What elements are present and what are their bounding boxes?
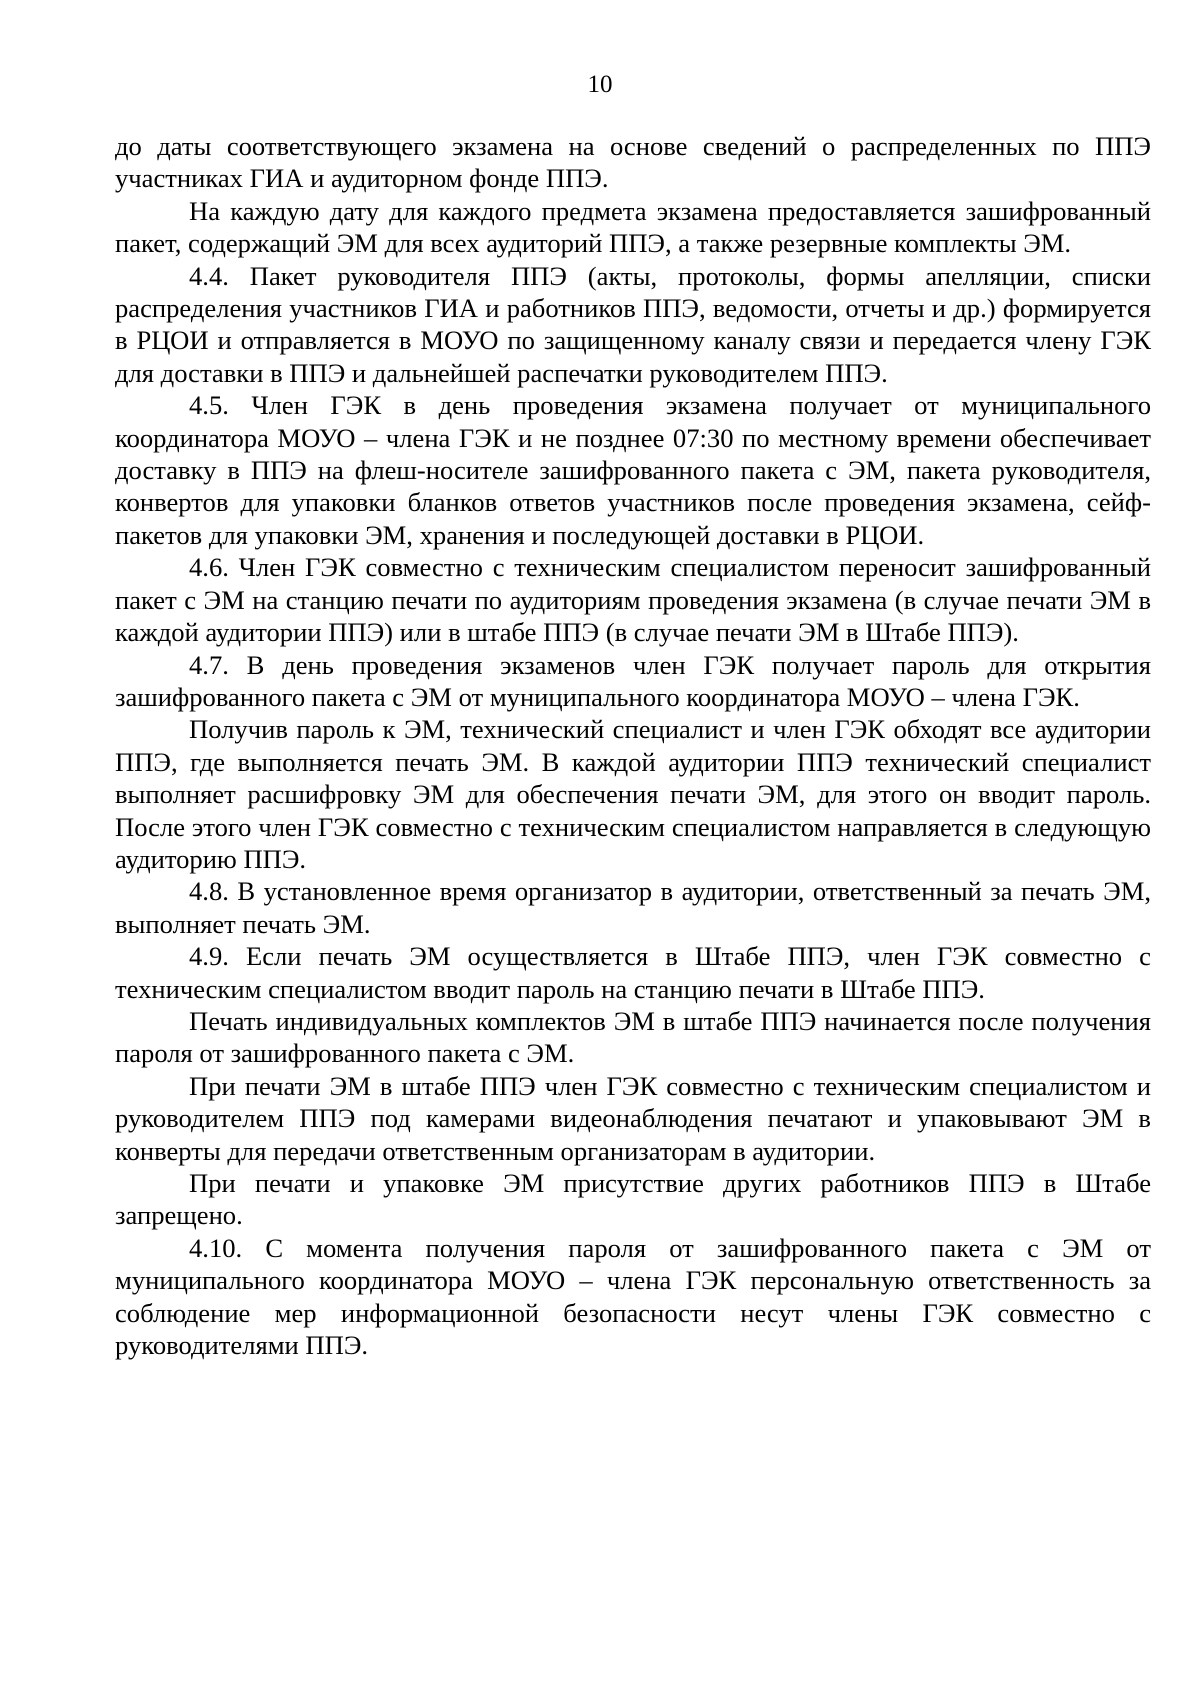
paragraph-4-8: 4.8. В установленное время организатор в аудитории, ответственный за печать ЭМ, выполняет печать ЭМ. — [115, 876, 1151, 939]
paragraph-4-5: 4.5. Член ГЭК в день проведения экзамена получает от муниципального координатора МОУО – члена ГЭК и не позднее 07:30 по местному времени обеспечивает доставку в ППЭ на флеш-носителе зашифрованного пакета с ЭМ, пакета руководителя, конвертов для упаковки бланков ответов участников после проведения экзамена, сейф-пакетов для упаковки ЭМ, хранения и последующей доставки в РЦОИ. — [115, 390, 1151, 550]
paragraph-encrypted-package: На каждую дату для каждого предмета экзамена предоставляется зашифрованный пакет, содержащий ЭМ для всех аудиторий ППЭ, а также резервные комплекты ЭМ. — [115, 195, 1151, 259]
paragraph-4-9: 4.9. Если печать ЭМ осуществляется в Штабе ППЭ, член ГЭК совместно с техническим специалистом вводит пароль на станцию печати в Штабе ППЭ. — [115, 941, 1151, 1004]
paragraph-4-7: 4.7. В день проведения экзаменов член ГЭК получает пароль для открытия зашифрованного пакета с ЭМ от муниципального координатора МОУО – члена ГЭК. — [115, 649, 1151, 712]
document-body — [115, 130, 1151, 1361]
paragraph-continuation: до даты соответствующего экзамена на основе сведений о распределенных по ППЭ участниках ГИА и аудиторном фонде ППЭ. — [115, 131, 1151, 194]
paragraph-4-4: 4.4. Пакет руководителя ППЭ (акты, протоколы, формы апелляции, списки распределения участников ГИА и работников ППЭ, ведомости, отчеты и др.) формируется в РЦОИ и отправляется в МОУО по защищенному каналу связи и передается члену ГЭК для доставки в ППЭ и дальнейшей распечатки руководителем ППЭ. — [115, 260, 1151, 388]
paragraph-hq-printing: При печати ЭМ в штабе ППЭ член ГЭК совместно с техническим специалистом и руководителем ППЭ под камерами видеонаблюдения печатают и упаковывают ЭМ в конверты для передачи ответственным организаторам в аудитории. — [115, 1070, 1151, 1166]
page-number: 10 — [587, 71, 613, 98]
paragraph-4-6: 4.6. Член ГЭК совместно с техническим специалистом переносит зашифрованный пакет с ЭМ на станцию печати по аудиториям проведения экзамена (в случае печати ЭМ в каждой аудитории ППЭ) или в штабе ППЭ (в случае печати ЭМ в Штабе ППЭ). — [115, 552, 1151, 648]
paragraph-password-decryption: Получив пароль к ЭМ, технический специалист и член ГЭК обходят все аудитории ППЭ, где выполняется печать ЭМ. В каждой аудитории ППЭ технический специалист выполняет расшифровку ЭМ для обеспечения печати ЭМ, для этого он вводит пароль. После этого член ГЭК совместно с техническим специалистом направляется в следующую аудиторию ППЭ. — [115, 714, 1151, 874]
paragraph-4-10: 4.10. С момента получения пароля от зашифрованного пакета с ЭМ от муниципального координатора МОУО – члена ГЭК персональную ответственность за соблюдение мер информационной безопасности несут члены ГЭК совместно с руководителями ППЭ. — [115, 1232, 1151, 1361]
paragraph-hq-restriction: При печати и упаковке ЭМ присутствие других работников ППЭ в Штабе запрещено. — [115, 1168, 1151, 1231]
paragraph-individual-printing: Печать индивидуальных комплектов ЭМ в штабе ППЭ начинается после получения пароля от зашифрованного пакета с ЭМ. — [115, 1005, 1151, 1069]
